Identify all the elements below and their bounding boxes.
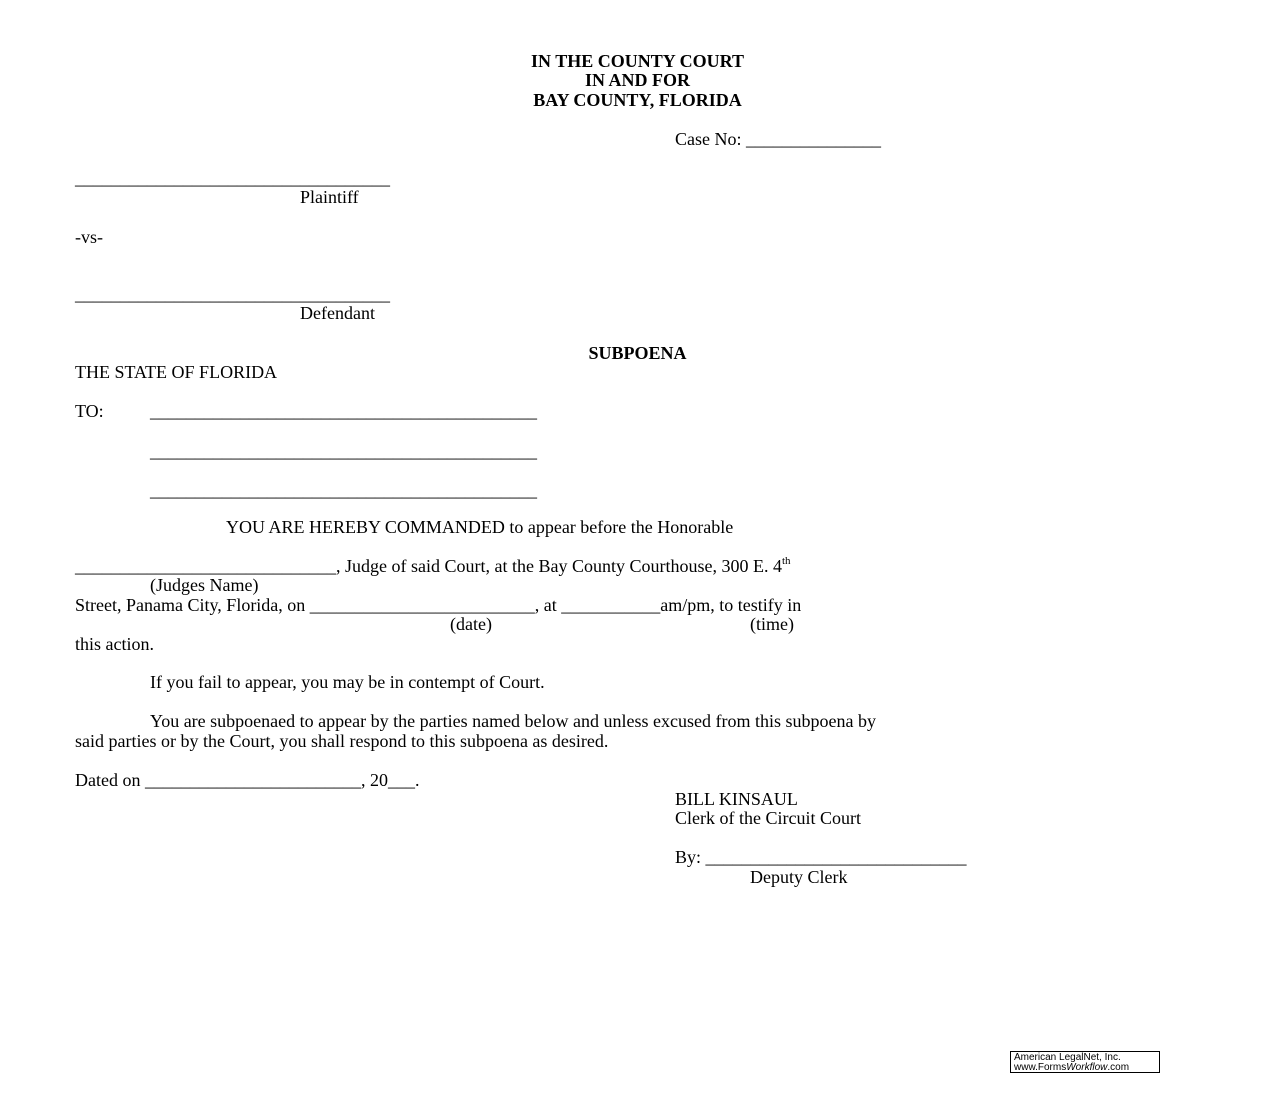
publisher-url-part-1: www.Forms — [1014, 1062, 1067, 1073]
court-heading-line1: IN THE COUNTY COURT — [531, 51, 744, 71]
state-label: THE STATE OF FLORIDA — [75, 362, 278, 382]
dated-line: Dated on ________________________, 20___. — [75, 770, 420, 790]
publisher-url-part-2: Workflow — [1066, 1062, 1108, 1073]
court-heading-line3: BAY COUNTY, FLORIDA — [533, 90, 742, 110]
publisher-badge — [1010, 1051, 1160, 1073]
court-heading-line2: IN AND FOR — [584, 70, 690, 90]
action-text: this action. — [75, 634, 154, 654]
subpoenaed-text-2: said parties or by the Court, you shall respond to this subpoena as desired. — [75, 731, 609, 751]
publisher-url-part-3: .com — [1107, 1062, 1130, 1073]
case-number-field: Case No: _______________ — [675, 129, 881, 149]
judge-line-text: _____________________________, Judge of said Court, at the Bay County Courthouse, 300 E. 4 — [75, 556, 782, 576]
judge-name-label: (Judges Name) — [150, 575, 259, 595]
document-title: SUBPOENA — [588, 343, 687, 363]
to-line-2: ___________________________________________ — [150, 441, 537, 461]
signature-line: By: _____________________________ — [675, 847, 967, 867]
clerk-name: BILL KINSAUL — [675, 789, 798, 809]
publisher-url — [1014, 1063, 1159, 1073]
defendant-label: Defendant — [300, 303, 375, 323]
deputy-clerk-label: Deputy Clerk — [750, 867, 848, 887]
date-label: (date) — [450, 614, 492, 634]
plaintiff-line: ___________________________________ — [75, 168, 390, 188]
subpoenaed-text-1: You are subpoenaed to appear by the parties named below and unless excused from this subpoena by — [150, 711, 876, 731]
to-label: TO: — [75, 401, 104, 421]
to-line-3: ___________________________________________ — [150, 480, 537, 500]
judge-line-superscript: th — [781, 555, 791, 567]
street-line: Street, Panama City, Florida, on _________________________, at ___________am/pm, to testify in — [75, 595, 802, 615]
to-line-1: ___________________________________________ — [150, 401, 537, 421]
defendant-line: ___________________________________ — [75, 284, 390, 304]
command-text: YOU ARE HEREBY COMMANDED to appear before the Honorable — [226, 517, 734, 537]
judge-line — [75, 556, 791, 576]
contempt-text: If you fail to appear, you may be in contempt of Court. — [150, 672, 545, 692]
versus-label: -vs- — [75, 227, 103, 247]
plaintiff-label: Plaintiff — [300, 187, 359, 207]
clerk-title: Clerk of the Circuit Court — [675, 808, 861, 828]
publisher-name: American LegalNet, Inc. — [1014, 1052, 1121, 1063]
time-label: (time) — [750, 614, 794, 634]
